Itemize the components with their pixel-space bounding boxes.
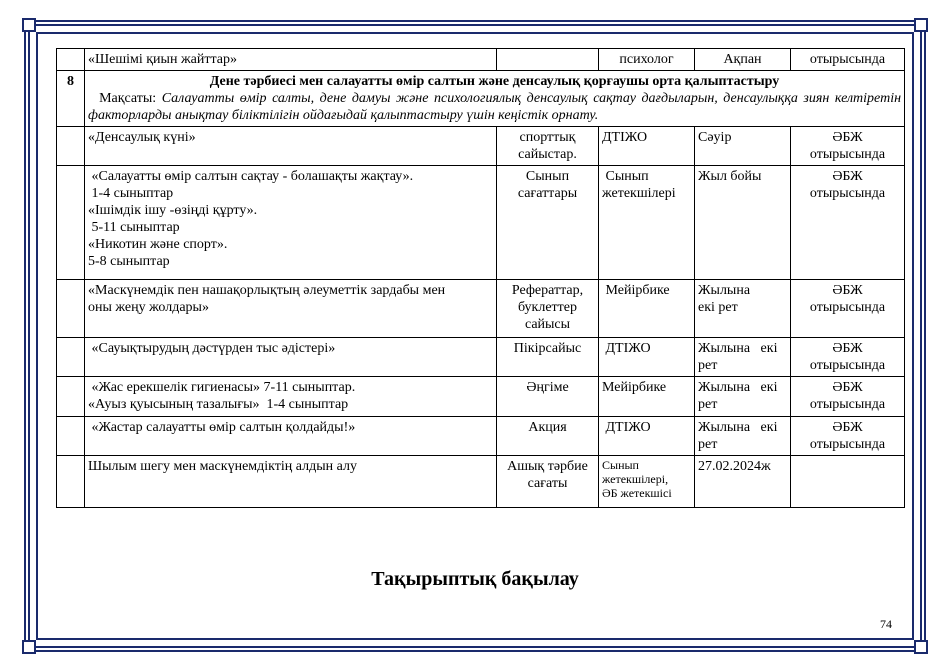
- cell-line: Жылына екі: [698, 420, 778, 435]
- place-cell: отырысында: [791, 49, 905, 71]
- plan-table: [56, 48, 905, 508]
- event-cell: [85, 417, 497, 456]
- table-row: [57, 280, 905, 338]
- event-cell: [85, 280, 497, 338]
- cell-line: сағаттары: [517, 186, 578, 201]
- goal-label: Мақсаты:: [99, 91, 157, 106]
- cell-line: ӘБ жетекшісі: [602, 486, 672, 500]
- table-row: [57, 456, 905, 508]
- cell-line: ДТІЖО: [602, 130, 648, 145]
- cell-line: Акция: [528, 420, 567, 435]
- number-cell: [57, 127, 85, 166]
- cell-line: «Ішімдік ішу -өзіңді құрту».: [88, 203, 258, 218]
- section-number: 8: [57, 71, 85, 127]
- place-cell: [791, 417, 905, 456]
- border-corner: [914, 640, 928, 654]
- cell-line: Сынып: [602, 169, 649, 184]
- cell-line: Сәуір: [698, 130, 732, 145]
- page-title: Тақырыптық бақылау: [371, 568, 579, 590]
- cell-line: ДТІЖО: [602, 420, 651, 435]
- number-cell: [57, 417, 85, 456]
- responsible-cell: [599, 127, 695, 166]
- section-goal: [88, 90, 901, 124]
- cell-line: сайыстар.: [518, 147, 577, 162]
- cell-line: «Денсаулық күні»: [88, 130, 196, 145]
- cell-line: Жылына екі: [698, 341, 778, 356]
- cell-line: ӘБЖ: [832, 130, 863, 145]
- place-cell: [791, 377, 905, 417]
- cell-line: Шылым шегу мен маскүнемдіктің алдын алу: [88, 459, 357, 474]
- cell-line: 1-4 сыныптар: [88, 186, 174, 201]
- time-cell: [695, 456, 791, 508]
- number-cell: [57, 166, 85, 280]
- time-cell: [695, 417, 791, 456]
- cell-line: ДТІЖО: [602, 341, 651, 356]
- cell-line: отырысында: [809, 300, 886, 315]
- cell-line: сағаты: [527, 476, 568, 491]
- border-corner: [22, 18, 36, 32]
- cell-line: «Маскүнемдік пен нашақорлықтың әлеуметтік зардабы мен: [88, 283, 446, 298]
- cell-line: «Ауыз қуысының тазалығы» 1-4 сыныптар: [88, 397, 349, 412]
- event-cell: [85, 377, 497, 417]
- table-row: [57, 417, 905, 456]
- section-row: [57, 71, 905, 127]
- cell-line: «Салауатты өмір салтын сақтау - болашақты жақтау».: [88, 169, 414, 184]
- section-cell: [85, 71, 905, 127]
- cell-line: ӘБЖ: [832, 420, 863, 435]
- cell-line: «Жас ерекшелік гигиенасы» 7-11 сыныптар.: [88, 380, 356, 395]
- responsible-cell: [599, 338, 695, 377]
- cell-line: Сынып: [525, 169, 570, 184]
- place-cell: [791, 166, 905, 280]
- form-cell: [497, 338, 599, 377]
- event-cell: [85, 456, 497, 508]
- responsible-cell: [599, 166, 695, 280]
- cell-line: «Никотин және спорт».: [88, 237, 228, 252]
- event-cell: [85, 166, 497, 280]
- cell-line: рет: [698, 358, 718, 373]
- cell-line: Мейірбике: [602, 283, 670, 298]
- event-cell: [85, 127, 497, 166]
- time-cell: [695, 127, 791, 166]
- page-number: 74: [880, 617, 892, 631]
- event-cell: [85, 338, 497, 377]
- cell-line: 5-8 сыныптар: [88, 254, 170, 269]
- cell-line: спорттық: [519, 130, 576, 145]
- cell-line: Ашық тәрбие: [507, 459, 588, 474]
- cell-line: ӘБЖ: [832, 380, 863, 395]
- form-cell: [497, 49, 599, 71]
- cell-line: 27.02.2024ж: [698, 459, 771, 474]
- cell-line: буклеттер: [517, 300, 578, 315]
- cell-line: рет: [698, 397, 718, 412]
- table-row: [57, 49, 905, 71]
- border-corner: [914, 18, 928, 32]
- cell-line: Пікірсайыс: [513, 341, 582, 356]
- time-cell: [695, 377, 791, 417]
- place-cell: [791, 456, 905, 508]
- form-cell: [497, 377, 599, 417]
- cell-line: Мейірбике: [602, 380, 667, 395]
- cell-line: отырысында: [809, 147, 886, 162]
- cell-line: жетекшілері,: [602, 472, 669, 486]
- form-cell: [497, 280, 599, 338]
- goal-text: Салауатты өмір салты, дене дамуы және психологиялық денсаулық сақтау дағдыларын, денсаулыққа зиян келтіретін факторларды анықтау біліктілігін ойдағыдай қалыптастыру үшін кеңістік орнату.: [88, 91, 902, 123]
- cell-line: отырысында: [809, 186, 886, 201]
- table-row: [57, 377, 905, 417]
- number-cell: [57, 456, 85, 508]
- table-row: [57, 338, 905, 377]
- cell-line: «Сауықтырудың дәстүрден тыс әдістері»: [88, 341, 336, 356]
- cell-line: Рефераттар,: [511, 283, 584, 298]
- responsible-cell: [599, 417, 695, 456]
- cell-line: отырысында: [809, 397, 886, 412]
- cell-line: Сынып: [602, 458, 639, 472]
- cell-line: ӘБЖ: [832, 341, 863, 356]
- form-cell: [497, 417, 599, 456]
- form-cell: [497, 166, 599, 280]
- cell-line: «Жастар салауатты өмір салтын қолдайды!»: [88, 420, 356, 435]
- responsible-cell: психолог: [599, 49, 695, 71]
- place-cell: [791, 338, 905, 377]
- cell-line: екі рет: [698, 300, 738, 315]
- cell-line: Жылына екі: [698, 380, 778, 395]
- cell-line: отырысында: [809, 358, 886, 373]
- time-cell: [695, 280, 791, 338]
- time-cell: Ақпан: [695, 49, 791, 71]
- border-corner: [22, 640, 36, 654]
- cell-line: отырысында: [809, 437, 886, 452]
- table-row: [57, 127, 905, 166]
- cell-line: оны жеңу жолдары»: [88, 300, 209, 315]
- responsible-cell: [599, 280, 695, 338]
- cell-line: ӘБЖ: [832, 169, 863, 184]
- cell-line: 5-11 сыныптар: [88, 220, 180, 235]
- place-cell: [791, 127, 905, 166]
- cell-line: Әңгіме: [526, 380, 569, 395]
- cell-line: рет: [698, 437, 718, 452]
- cell-line: ӘБЖ: [832, 283, 863, 298]
- event-cell: «Шешімі қиын жайттар»: [85, 49, 497, 71]
- cell-line: сайысы: [524, 317, 571, 332]
- time-cell: [695, 338, 791, 377]
- responsible-cell: [599, 456, 695, 508]
- number-cell: [57, 338, 85, 377]
- number-cell: [57, 280, 85, 338]
- cell-line: Жылына: [698, 283, 751, 298]
- section-title: Дене тәрбиесі мен салауатты өмір салтын және денсаулық қорғаушы орта қалыптастыру: [209, 74, 780, 89]
- form-cell: [497, 127, 599, 166]
- time-cell: [695, 166, 791, 280]
- number-cell: [57, 49, 85, 71]
- cell-line: жетекшілері: [602, 186, 676, 201]
- number-cell: [57, 377, 85, 417]
- form-cell: [497, 456, 599, 508]
- table-row: [57, 166, 905, 280]
- cell-line: Жыл бойы: [698, 169, 762, 184]
- responsible-cell: [599, 377, 695, 417]
- place-cell: [791, 280, 905, 338]
